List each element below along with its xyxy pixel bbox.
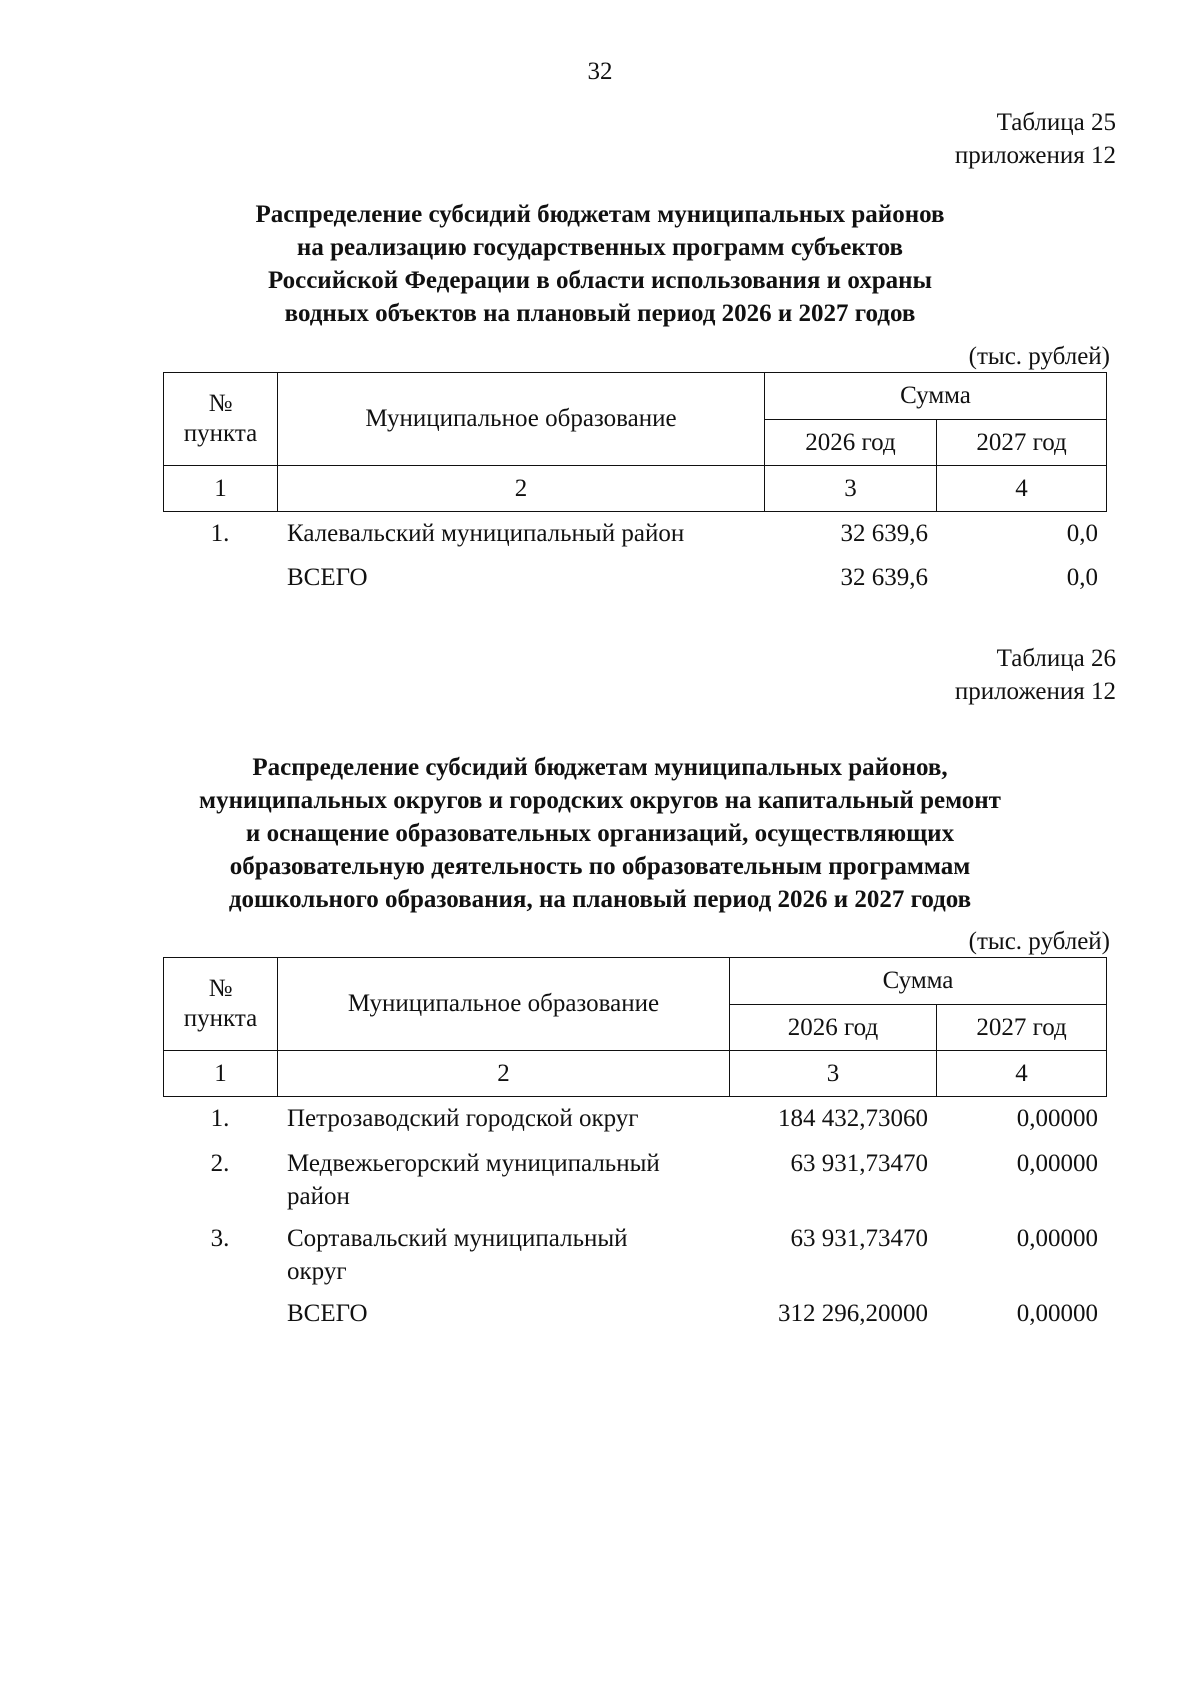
table-header — [163, 372, 1107, 512]
total-label: ВСЕГО — [287, 1300, 368, 1327]
title-line: Российской Федерации в области использования и охраны — [267, 267, 933, 294]
table-row — [163, 1102, 1106, 1147]
column-number-3: 3 — [765, 466, 937, 512]
table-reference — [955, 106, 1116, 172]
header-number-word: пункта — [183, 420, 258, 447]
header-number-sign: № — [208, 390, 233, 417]
table-number: Таблица 26 — [996, 645, 1116, 672]
value-2026: 184 432,73060 — [778, 1105, 928, 1132]
title-line: дошкольного образования, на плановый период 2026 и 2027 годов — [228, 886, 972, 913]
total-2027: 0,00000 — [1016, 1300, 1098, 1327]
municipality-name — [277, 517, 764, 561]
header-number-word: пункта — [183, 1005, 258, 1032]
header-sum: Сумма — [730, 958, 1107, 1005]
column-number-1: 1 — [164, 1051, 278, 1097]
title-line: муниципальных округов и городских округов на капитальный ремонт — [199, 787, 1001, 814]
table-body — [163, 1102, 1106, 1341]
header-item-number — [164, 958, 278, 1051]
header-number-sign: № — [208, 975, 233, 1002]
total-label: ВСЕГО — [287, 564, 368, 591]
total-2027: 0,0 — [1066, 564, 1098, 591]
column-number-3: 3 — [730, 1051, 937, 1097]
title-line: Распределение субсидий бюджетам муниципальных районов, — [252, 754, 948, 781]
total-row — [163, 561, 1106, 605]
title-line: образовательную деятельность по образовательным программам — [229, 853, 971, 880]
column-number-4: 4 — [937, 466, 1107, 512]
value-2027: 0,00000 — [1016, 1150, 1098, 1177]
municipality-name — [277, 1147, 729, 1222]
municipality-name-line: Медвежьегорский муниципальный — [287, 1150, 660, 1177]
total-2026: 312 296,20000 — [778, 1300, 928, 1327]
total-2026: 32 639,6 — [840, 564, 928, 591]
title-line: Распределение субсидий бюджетам муниципальных районов — [255, 201, 945, 228]
value-2027: 0,00000 — [1016, 1105, 1098, 1132]
row-number: 1. — [210, 520, 230, 547]
header-year-2027: 2027 год — [937, 420, 1107, 466]
municipality-name-line: Калевальский муниципальный район — [287, 520, 685, 547]
column-number-4: 4 — [937, 1051, 1107, 1097]
page-number: 32 — [587, 58, 613, 85]
row-number — [163, 1297, 277, 1341]
row-number — [163, 561, 277, 605]
municipality-name — [277, 1222, 729, 1297]
table-row — [163, 517, 1106, 561]
title-line: водных объектов на плановый период 2026 и 2027 годов — [284, 300, 916, 327]
column-number-2: 2 — [278, 466, 765, 512]
table-body — [163, 517, 1106, 605]
header-sum: Сумма — [765, 373, 1107, 420]
value-2027: 0,00000 — [1016, 1225, 1098, 1252]
table-row — [163, 1147, 1106, 1222]
header-year-2026: 2026 год — [765, 420, 937, 466]
table-title — [120, 751, 1080, 916]
header-item-number — [164, 373, 278, 466]
value-2026: 63 931,73470 — [790, 1225, 928, 1252]
header-year-2027: 2027 год — [937, 1005, 1107, 1051]
total-row — [163, 1297, 1106, 1341]
value-2026: 32 639,6 — [840, 520, 928, 547]
table-header — [163, 957, 1107, 1097]
table-row — [163, 1222, 1106, 1297]
row-number: 2. — [210, 1150, 230, 1177]
units-label: (тыс. рублей) — [968, 343, 1110, 370]
column-number-1: 1 — [164, 466, 278, 512]
title-line: на реализацию государственных программ субъектов — [296, 234, 904, 261]
row-number: 3. — [210, 1225, 230, 1252]
table-title — [120, 198, 1080, 330]
table-number: Таблица 25 — [996, 109, 1116, 136]
header-municipality: Муниципальное образование — [278, 373, 765, 466]
municipality-name-line: район — [287, 1183, 350, 1210]
municipality-name-line: Петрозаводский городской округ — [287, 1105, 639, 1132]
municipality-name-line: Сортавальский муниципальный — [287, 1225, 628, 1252]
value-2026: 63 931,73470 — [790, 1150, 928, 1177]
appendix-reference: приложения 12 — [954, 678, 1116, 705]
title-line: и оснащение образовательных организаций, осуществляющих — [245, 820, 955, 847]
value-2027: 0,0 — [1066, 520, 1098, 547]
row-number: 1. — [210, 1105, 230, 1132]
header-municipality: Муниципальное образование — [278, 958, 730, 1051]
municipality-name — [277, 1102, 729, 1147]
municipality-name-line: округ — [287, 1258, 347, 1285]
units-label: (тыс. рублей) — [968, 928, 1110, 955]
table-reference — [955, 642, 1116, 708]
column-number-2: 2 — [278, 1051, 730, 1097]
header-year-2026: 2026 год — [730, 1005, 937, 1051]
appendix-reference: приложения 12 — [954, 142, 1116, 169]
